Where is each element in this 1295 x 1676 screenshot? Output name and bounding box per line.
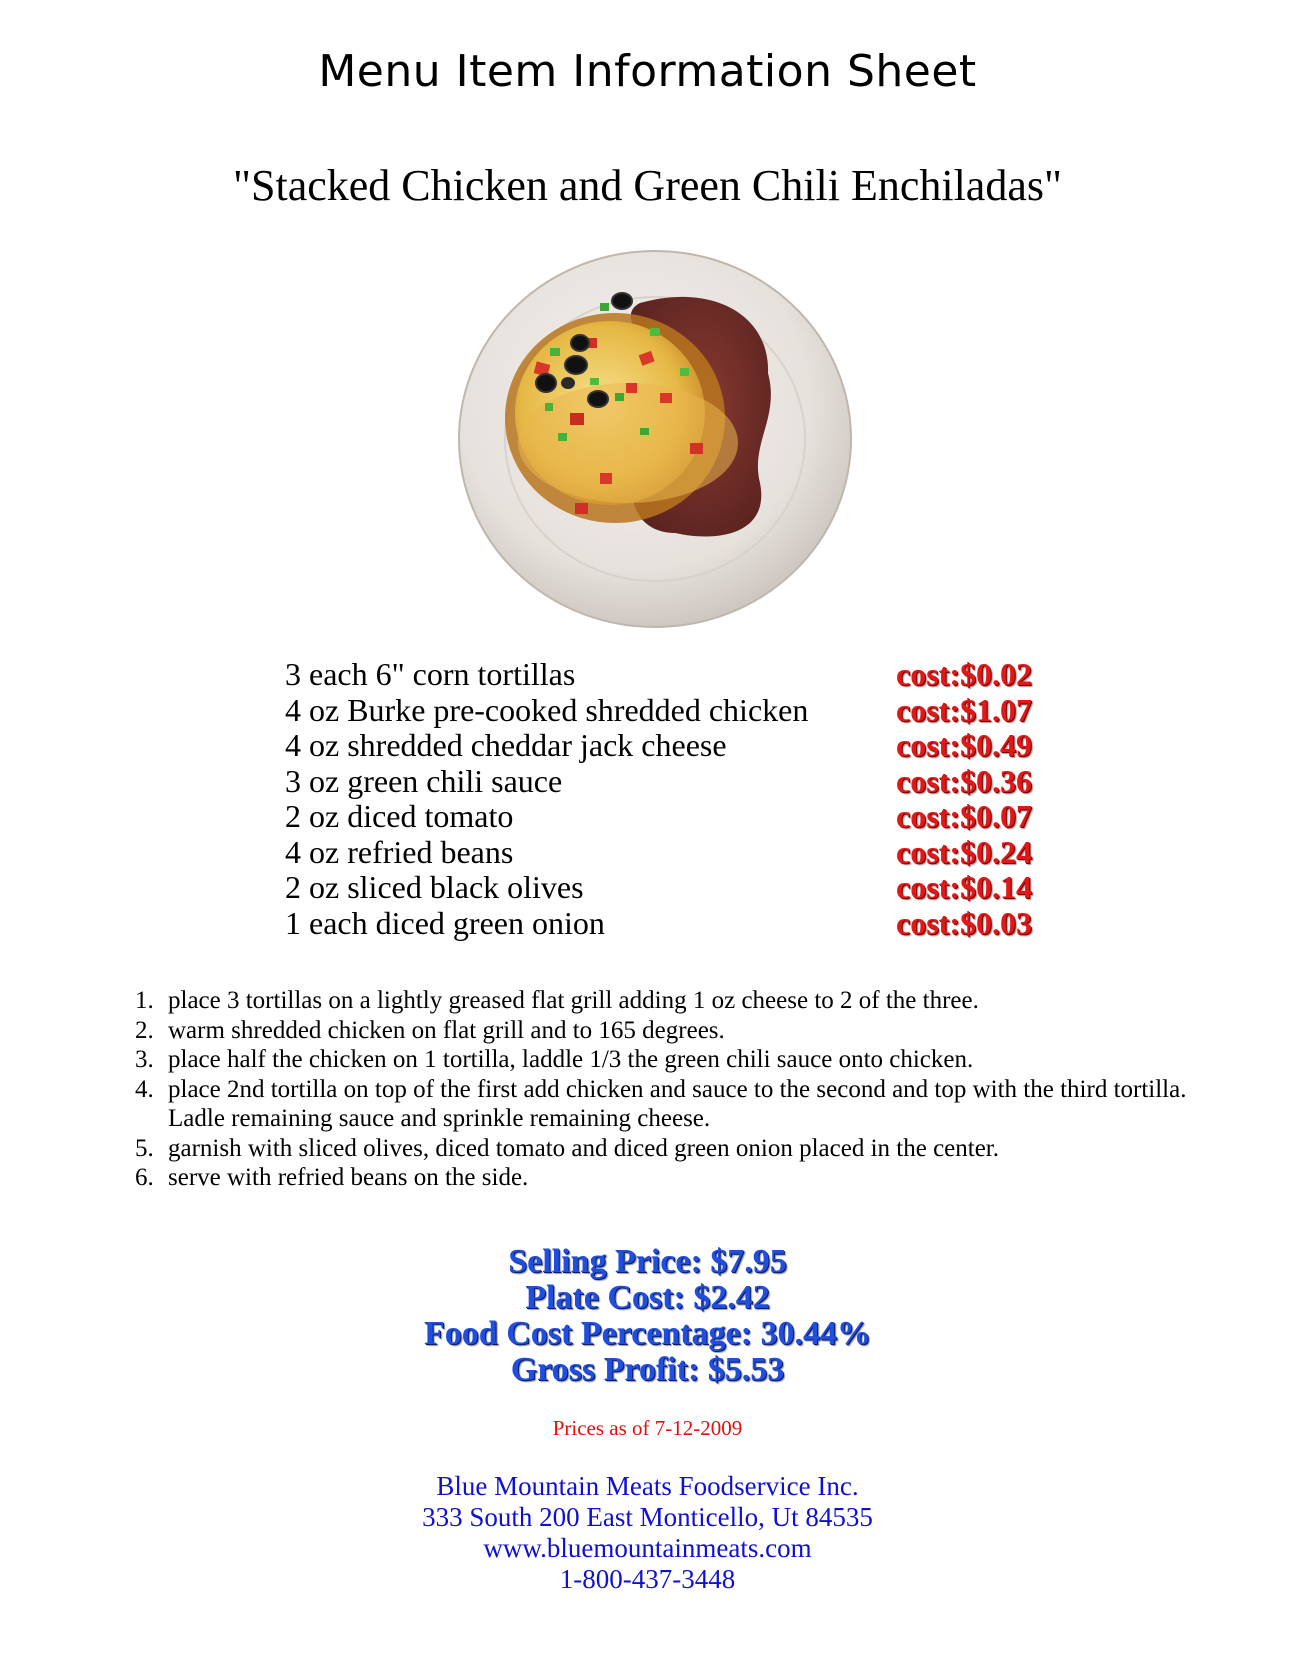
step-item	[135, 986, 1195, 1016]
ingredient-cost: cost:$0.49	[896, 727, 1032, 763]
ingredient-row	[285, 869, 1085, 905]
ingredient-row	[285, 692, 1085, 728]
ingredient-name: 3 each 6" corn tortillas	[285, 656, 576, 692]
food-cost-percentage: Food Cost Percentage: 30.44%	[424, 1315, 871, 1352]
ingredient-name: 2 oz diced tomato	[285, 798, 514, 834]
dish-title: "Stacked Chicken and Green Chili Enchiladas"	[233, 161, 1062, 210]
ingredient-name: 3 oz green chili sauce	[285, 762, 563, 799]
ingredient-list	[285, 656, 1085, 940]
company-info	[0, 1471, 1295, 1595]
step-number: 2.	[135, 1016, 154, 1044]
ingredient-name: 4 oz shredded cheddar jack cheese	[285, 727, 727, 763]
step-item	[135, 1016, 1195, 1046]
company-address: 333 South 200 East Monticello, Ut 84535	[422, 1502, 873, 1532]
ingredient-row	[285, 798, 1085, 834]
plate-cost: Plate Cost: $2.42	[525, 1279, 770, 1316]
step-text: place 3 tortillas on a lightly greased flat grill adding 1 oz cheese to 2 of the three.	[168, 987, 979, 1014]
step-text: garnish with sliced olives, diced tomato and diced green onion placed in the center.	[168, 1134, 999, 1162]
step-text: serve with refried beans on the side.	[168, 1164, 529, 1191]
cost-summary	[0, 1244, 1295, 1388]
enchilada-plate-photo	[450, 243, 860, 633]
sheet-title: Menu Item Information Sheet	[318, 46, 977, 97]
ingredient-row	[285, 905, 1085, 941]
step-item	[135, 1075, 1195, 1134]
ingredient-row	[285, 834, 1085, 870]
company-phone: 1-800-437-3448	[559, 1564, 736, 1594]
step-number: 1.	[135, 987, 154, 1014]
prices-date: Prices as of 7-12-2009	[552, 1416, 743, 1440]
step-text: warm shredded chicken on flat grill and to 165 degrees.	[168, 1016, 725, 1044]
step-text: place half the chicken on 1 tortilla, laddle 1/3 the green chili sauce onto chicken.	[168, 1046, 974, 1073]
preparation-steps	[135, 986, 1195, 1193]
step-number: 3.	[135, 1046, 154, 1073]
ingredient-cost: cost:$0.03	[896, 904, 1032, 941]
step-text: place 2nd tortilla on top of the first add chicken and sauce to the second and top with the third tortilla. Ladle remaining sauce and sprinkle remaining cheese.	[168, 1075, 1187, 1132]
selling-price: Selling Price: $7.95	[508, 1243, 787, 1280]
ingredient-cost: cost:$0.36	[896, 762, 1032, 799]
company-website: www.bluemountainmeats.com	[483, 1533, 812, 1563]
ingredient-name: 1 each diced green onion	[285, 904, 605, 941]
gross-profit: Gross Profit: $5.53	[510, 1351, 785, 1388]
company-name: Blue Mountain Meats Foodservice Inc.	[436, 1471, 859, 1501]
ingredient-cost: cost:$0.07	[896, 798, 1032, 834]
step-number: 5.	[135, 1134, 154, 1162]
ingredient-row	[285, 727, 1085, 763]
ingredient-cost: cost:$0.14	[896, 869, 1032, 905]
step-item	[135, 1134, 1195, 1164]
ingredient-name: 4 oz Burke pre-cooked shredded chicken	[285, 691, 809, 728]
ingredient-cost: cost:$1.07	[896, 691, 1032, 728]
ingredient-name: 4 oz refried beans	[285, 833, 514, 870]
ingredient-cost: cost:$0.24	[896, 833, 1032, 870]
ingredient-cost: cost:$0.02	[896, 656, 1032, 692]
ingredient-name: 2 oz sliced black olives	[285, 869, 584, 905]
ingredient-row	[285, 656, 1085, 692]
ingredient-row	[285, 763, 1085, 799]
step-item	[135, 1163, 1195, 1193]
step-number: 4.	[135, 1075, 154, 1103]
step-number: 6.	[135, 1164, 154, 1191]
step-item	[135, 1045, 1195, 1075]
